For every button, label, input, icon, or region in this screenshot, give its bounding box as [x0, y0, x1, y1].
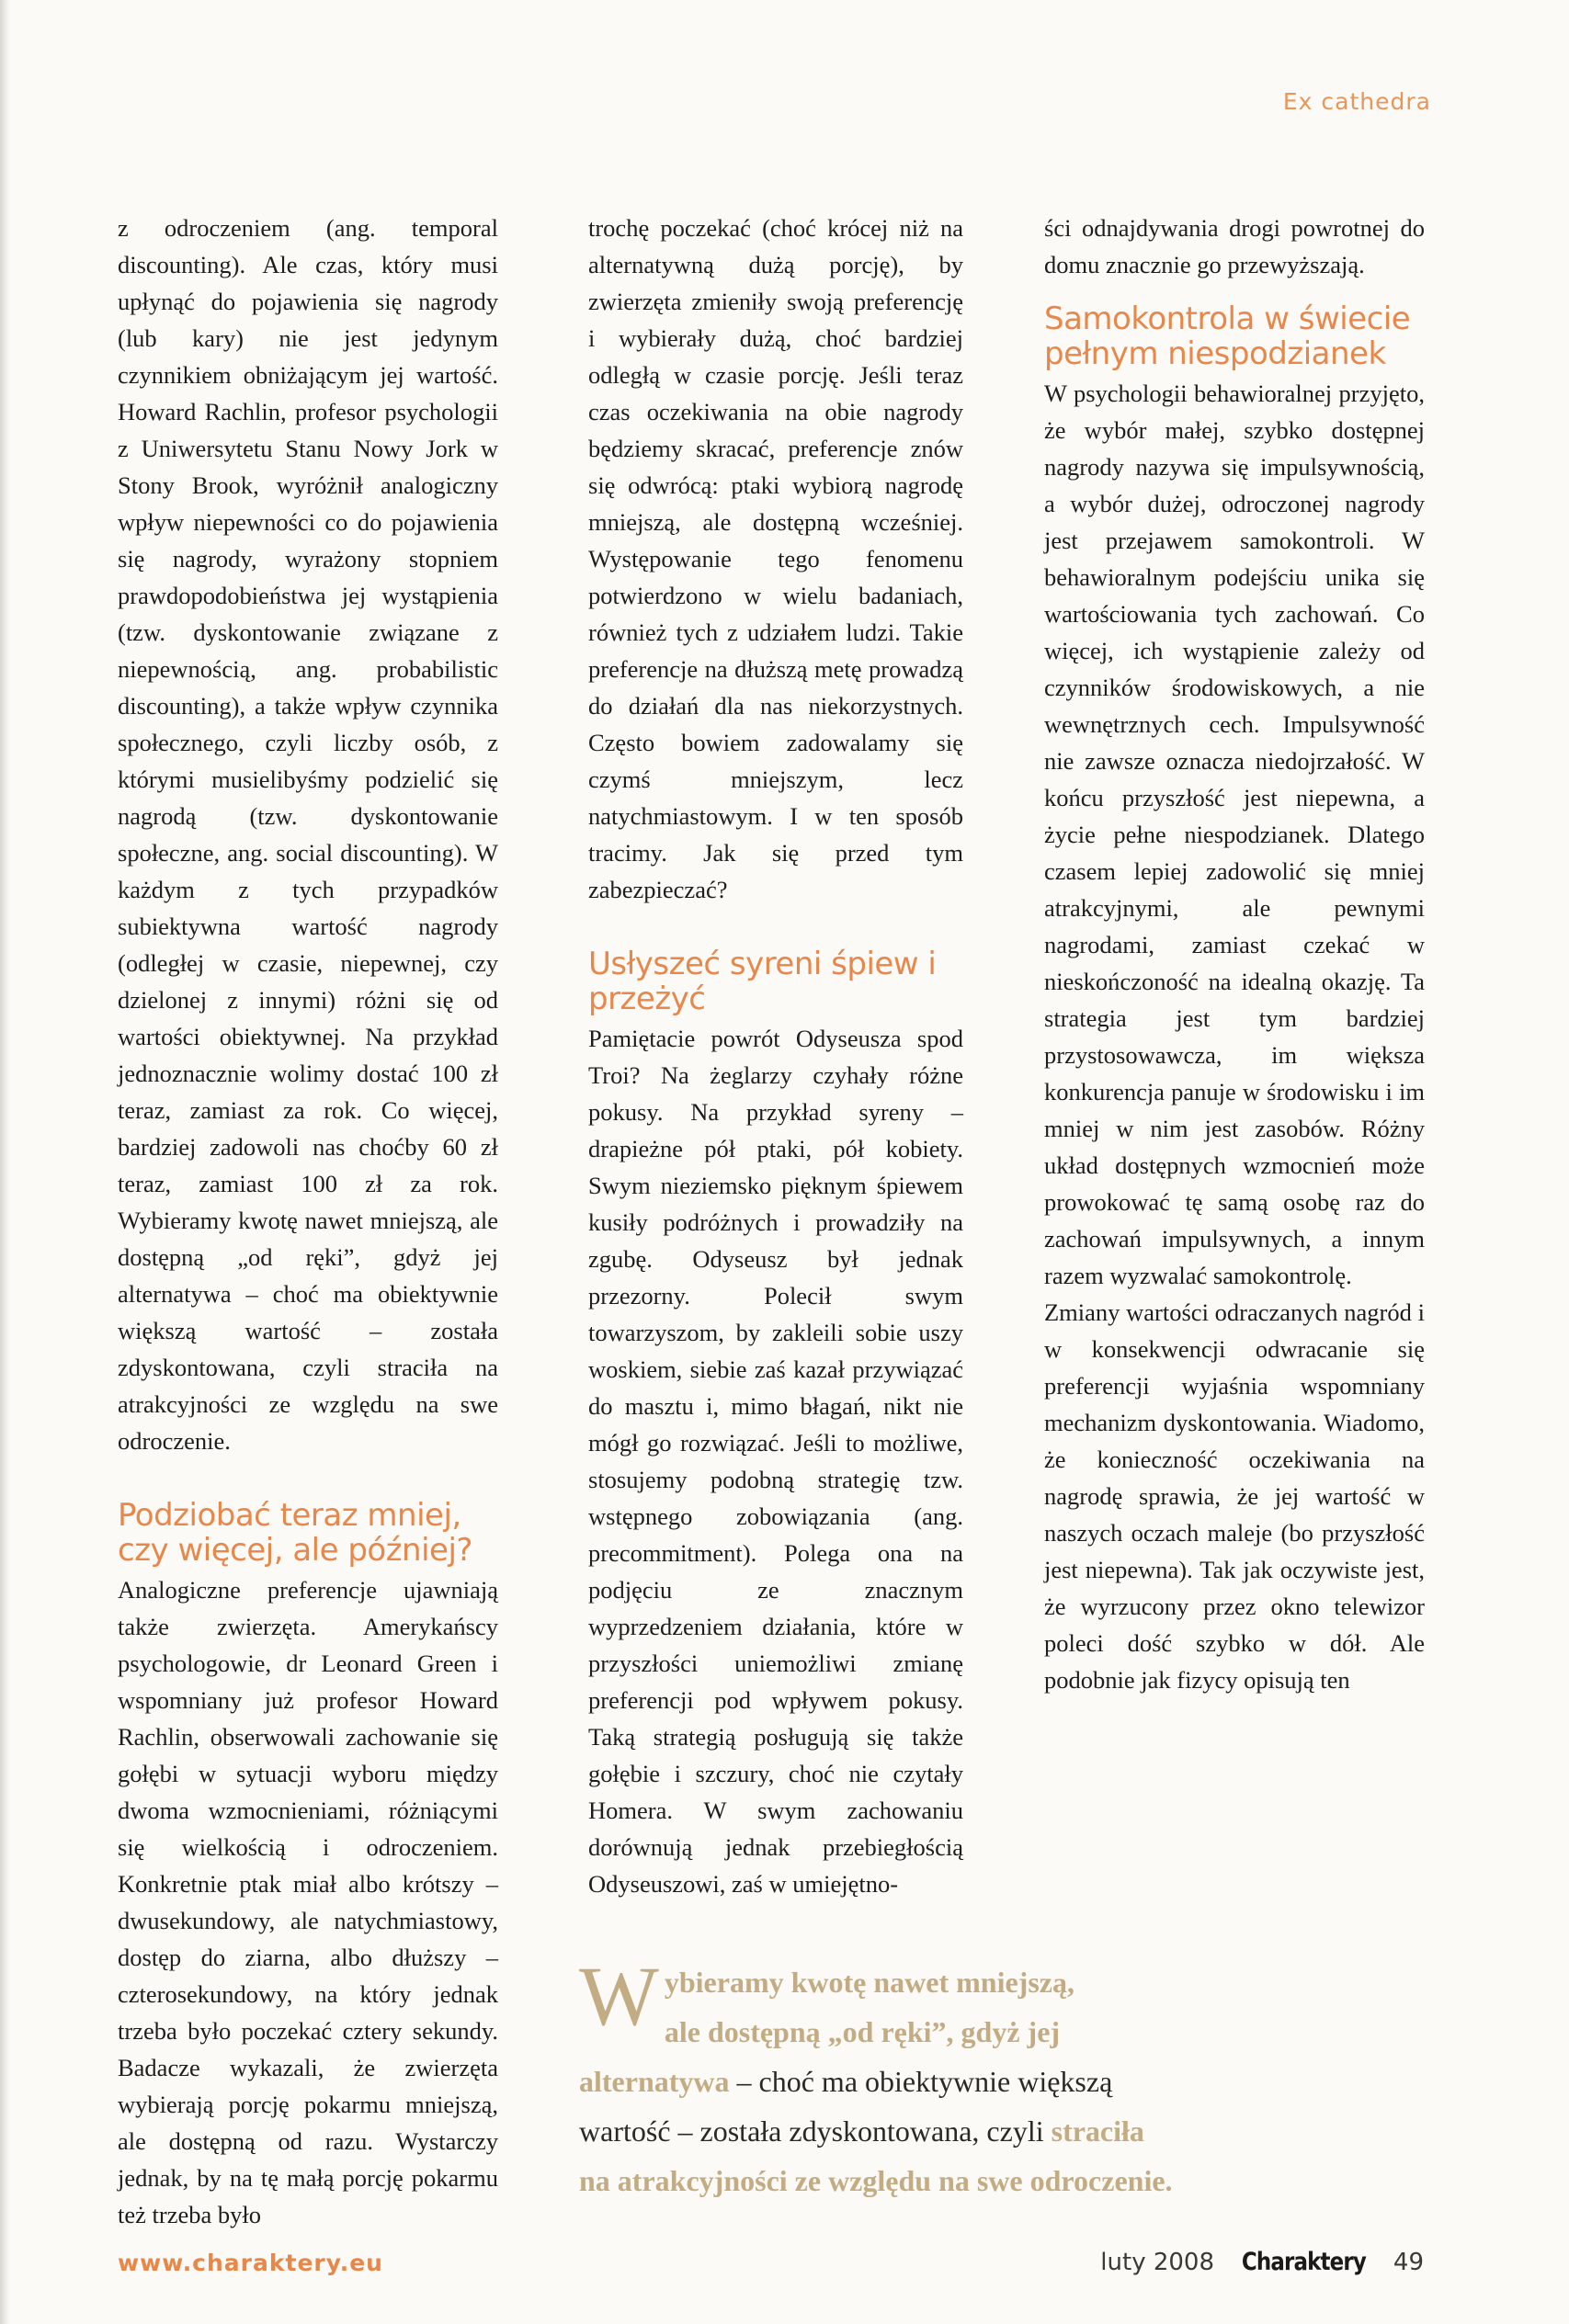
magazine-logo: Charaktery [1241, 2248, 1366, 2276]
pull-quote-text: ale dostępną „od ręki”, gdyż jej [664, 2015, 1061, 2048]
subheading: Usłyszeć syreni śpiew i przeżyć [588, 946, 937, 1017]
pull-quote-dropcap: W [579, 1949, 659, 2043]
paragraph: z odroczeniem (ang. temporal discounting). Ale czas, który musi upłynąć do pojawienia się nagrody (lub kary) nie jest jedynym czynnikiem obniżającym jej wartość. Howard Rachlin, profesor psychologii z Uniwersytetu Stanu Nowy Jork w Stony Brook, wyróżnił analogiczny wpływ niepewności co do pojawienia się nagrody, wyrażony stopniem prawdopodobieństwa jej wystąpienia (tzw. dyskontowanie związane z niepewnością, ang. probabilistic discounting), a także wpływ czynnika społecznego, czyli liczby osób, z którymi musielibyśmy podzielić się nagrodą (tzw. dyskontowanie społeczne, ang. social discounting). W każdym z tych przypadków subiektywna wartość nagrody (odległej w czasie, niepewnej, czy dzielonej z innymi) różni się od wartości obiektywnej. Na przykład jednoznacznie wolimy dostać 100 zł teraz, zamiast za rok. Co więcej, bardziej zadowoli nas choćby 60 zł teraz, zamiast 100 zł za rok. Wybieramy kwotę nawet mniejszą, ale dostępną „od ręki”, gdyż jej alternatywa – choć ma obiektywnie większą wartość – została zdyskontowana, czyli straciła na atrakcyjności ze względu na swe odroczenie. [118, 214, 498, 1455]
paragraph: ści odnajdywania drogi powrotnej do domu znacznie go przewyższają. [1044, 214, 1425, 278]
pull-quote-text: na atrakcyjności ze względu na swe odroczenie. [579, 2164, 1173, 2197]
paragraph: Analogiczne preferencje ujawniają także zwierzęta. Amerykańscy psychologowie, dr Leonard Green i wspomniany już profesor Howard Rachlin, obserwowali zachowanie się gołębi w sytuacji wyboru między dwoma wzmocnieniami, różniącymi się wielkością i odroczeniem. Konkretnie ptak miał albo krótszy – dwusekundowy, ale natychmiastowy, dostęp do ziarna, albo dłuższy – czterosekundowy, na który jednak trzeba było poczekać cztery sekundy. Badacze wykazali, że zwierzęta wybierają porcję pokarmu mniejszą, ale dostępną od razu. Wystarczy jednak, by na tę małą porcję pokarmu też trzeba było [118, 1576, 498, 2228]
paragraph: Pamiętacie powrót Odyseusza spod Troi? Na żeglarzy czyhały różne pokusy. Na przykład syreny – drapieżne pół ptaki, pół kobiety. Swym nieziemsko pięknym śpiewem kusiły podróżnych i prowadziły na zgubę. Odyseusz był jednak przezorny. Polecił swym towarzyszom, by zakleili sobie uszy woskiem, siebie zaś kazał przywiązać do masztu i, mimo błagań, nikt nie mógł go rozwiązać. Jeśli to możliwe, stosujemy podobną strategię tzw. wstępnego zobowiązania (ang. precommitment). Polega ona na podjęciu ze znacznym wyprzedzeniem działania, które w przyszłości uniemożliwi zmianę preferencji pod wpływem pokusy. Taką strategią posługują się także gołębie i szczury, choć nie czytały Homera. W swym zachowaniu dorównują jednak przebiegłością Odyseuszowi, zaś w umiejętno- [588, 1025, 963, 1898]
subheading: Podziobać teraz mniej, czy więcej, ale później? [118, 1497, 472, 1569]
pull-quote [579, 1949, 1370, 2205]
footer-date: luty 2008 [1100, 2249, 1215, 2276]
paragraph: Zmiany wartości odraczanych nagród i w konsekwencji odwracanie się preferencji wyjaśnia wspomniany mechanizm dyskontowania. Wiadomo, że konieczność oczekiwania na nagrodę sprawia, że jej wartość w naszych oczach maleje (bo przyszłość jest niepewna). Tak jak oczywiste jest, że wyrzucony przez okno telewizor poleci dość szybko w dół. Ale podobnie jak fizycy opisują ten [1044, 1298, 1425, 1694]
paragraph: W psychologii behawioralnej przyjęto, że wybór małej, szybko dostępnej nagrody nazywa się impulsywnością, a wybór dużej, odroczonej nagrody jest przejawem samokontroli. W behawioralnym podejściu unika się wartościowania tych zachowań. Co więcej, ich wystąpienie zależy od czynników środowiskowych, a nie wewnętrznych cech. Impulsywność nie zawsze oznacza niedojrzałość. W końcu przyszłość jest niepewna, a życie pełne niespodzianek. Dlatego czasem lepiej zadowolić się mniej atrakcyjnymi, ale pewnymi nagrodami, zamiast czekać w nieskończoność na idealną okazję. Ta strategia jest tym bardziej przystosowawcza, im większa konkurencja panuje w środowisku i im mniej w nim jest zasobów. Różny układ dostępnych wzmocnień może prowokować tę samą osobę raz do zachowań impulsywnych, a innym razem wyzwalać samokontrolę. [1044, 380, 1425, 1289]
column-2 [588, 210, 963, 1902]
pull-quote-text: – choć ma obiektywnie większą [729, 2065, 1113, 2098]
page-gutter-shadow [0, 0, 9, 2324]
column-1 [118, 210, 498, 2233]
paragraph: trochę poczekać (choć krócej niż na alternatywną dużą porcję), by zwierzęta zmieniły swoją preferencję i wybierały dużą, choć bardziej odległą w czasie porcję. Jeśli teraz czas oczekiwania na obie nagrody będziemy skracać, preferencje znów się odwrócą: ptaki wybiorą nagrodę mniejszą, ale dostępną wcześniej. Występowanie tego fenomenu potwierdzono w wielu badaniach, również tych z udziałem ludzi. Takie preferencje na dłuższą metę prowadzą do działań dla nas niekorzystnych. Często bowiem zadowalamy się czymś mniejszym, lecz natychmiastowym. I w ten sposób tracimy. Jak się przed tym zabezpieczać? [588, 214, 963, 903]
section-label: Ex cathedra [1282, 88, 1431, 115]
pull-quote-text: ybieramy kwotę nawet mniejszą, [664, 1966, 1074, 1999]
pull-quote-text: alternatywa [579, 2065, 730, 2098]
pull-quote-text: wartość – została zdyskontowana, czyli [579, 2114, 1052, 2148]
page-number: 49 [1393, 2249, 1424, 2276]
footer-website-link[interactable]: www.charaktery.eu [118, 2250, 383, 2276]
footer-issue-info [1100, 2248, 1424, 2276]
pull-quote-text: straciła [1051, 2114, 1144, 2148]
subheading: Samokontrola w świecie pełnym niespodzianek [1044, 300, 1411, 372]
column-3 [1044, 210, 1425, 1698]
